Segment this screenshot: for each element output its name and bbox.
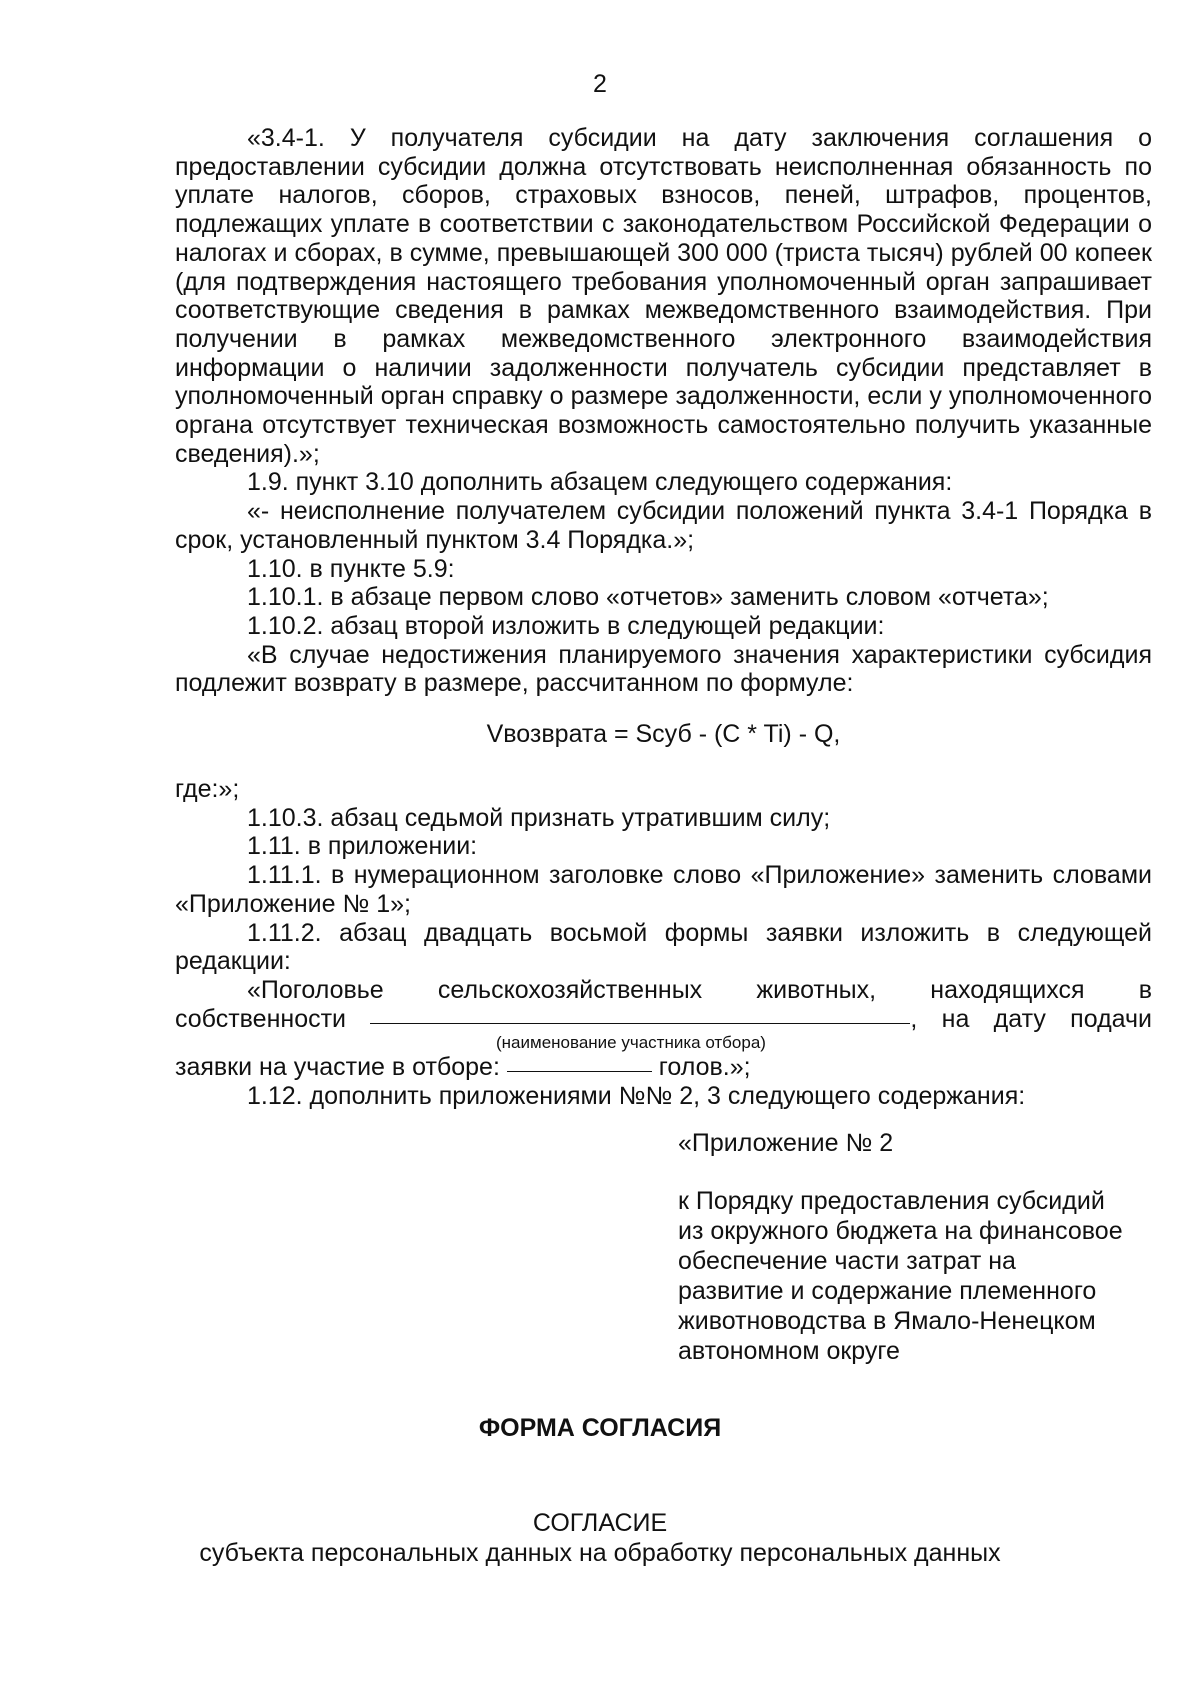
livestock-line-2 [175, 1005, 1152, 1034]
consent-title: СОГЛАСИЕ [532, 1509, 668, 1537]
paragraph-1-10-2: 1.10.2. абзац второй изложить в следующей редакции: [247, 611, 885, 640]
owner-label: собственности [175, 1004, 347, 1033]
paragraph-3-4-1: «3.4-1. У получателя субсидии на дату заключения соглашения о предоставлении субсидии должна отсутствовать неисполненная обязанность по уплате налогов, сборов, страховых взносов, пеней, штрафов, процентов, подлежащих уплате в соответствии с законодательством Российской Федерации о налогах и сборах, в сумме, превышающей 300 000 (триста тысяч) рублей 00 копеек (для подтверждения настоящего требования уполномоченный орган запрашивает соответствующие сведения в рамках межведомственного взаимодействия. При получении в рамках межведомственного электронного взаимодействия информации о наличии задолженности получатель субсидии представляет в уполномоченный орган справку о размере задолженности, если у уполномоченного органа отсутствует техническая возможность самостоятельно получить указанные сведения).»; [175, 124, 1152, 468]
livestock-line-1: «Поголовье сельскохозяйственных животных, находящихся в [247, 975, 1152, 1004]
paragraph-1-10-3: 1.10.3. абзац седьмой признать утратившим силу; [247, 803, 831, 832]
heads-count-blank [507, 1071, 652, 1072]
owner-name-blank [370, 1023, 910, 1024]
appendix-line: автономном округе [678, 1337, 900, 1365]
paragraph-1-10: 1.10. в пункте 5.9: [247, 554, 455, 583]
paragraph-1-12: 1.12. дополнить приложениями №№ 2, 3 следующего содержания: [247, 1082, 1026, 1111]
appendix-line: развитие и содержание племенного [678, 1277, 1097, 1305]
paragraph-1-10-1: 1.10.1. в абзаце первом слово «отчетов» заменить словом «отчета»; [247, 583, 1049, 612]
paragraph-1-10-2-text: «В случае недостижения планируемого значения характеристики субсидия подлежит возврату в размере, рассчитанном по формуле: [175, 640, 1152, 698]
paragraph-1-11-2: 1.11.2. абзац двадцать восьмой формы заявки изложить в следующей редакции: [175, 918, 1152, 976]
refund-formula: Vвозврата = Sсуб - (C * Ti) - Q, [486, 720, 841, 749]
paragraph-1-11: 1.11. в приложении: [247, 832, 478, 861]
appendix-line: обеспечение части затрат на [678, 1247, 1016, 1275]
appendix-line: из окружного бюджета на финансовое [678, 1217, 1123, 1245]
appendix-spacer [678, 1158, 1158, 1186]
heads-label: голов.»; [658, 1053, 751, 1082]
appendix-header [678, 1128, 1158, 1366]
application-label: заявки на участие в отборе: [175, 1053, 500, 1082]
paragraph-1-9-text: «- неисполнение получателем субсидии положений пункта 3.4-1 Порядка в срок, установленный пунктом 3.4 Порядка.»; [175, 497, 1152, 554]
paragraph-1-11-1: 1.11.1. в нумерационном заголовке слово «Приложение» заменить словами «Приложение № 1»; [175, 861, 1152, 918]
appendix-line: животноводства в Ямало-Ненецком [678, 1307, 1096, 1335]
document-body [175, 124, 1152, 1111]
page-number: 2 [593, 70, 607, 98]
livestock-line-3 [175, 1053, 1152, 1082]
owner-caption: (наименование участника отбора) [496, 1033, 766, 1053]
form-heading: ФОРМА СОГЛАСИЯ [478, 1414, 722, 1442]
paragraph-1-9: 1.9. пункт 3.10 дополнить абзацем следующего содержания: [247, 468, 953, 497]
submission-date-label: , на дату подачи [910, 1004, 1152, 1033]
appendix-line: к Порядку предоставления субсидий [678, 1187, 1105, 1215]
formula-where: где:»; [175, 775, 240, 804]
consent-subtitle: субъекта персональных данных на обработку персональных данных [199, 1539, 1001, 1567]
appendix-title: «Приложение № 2 [678, 1129, 894, 1157]
